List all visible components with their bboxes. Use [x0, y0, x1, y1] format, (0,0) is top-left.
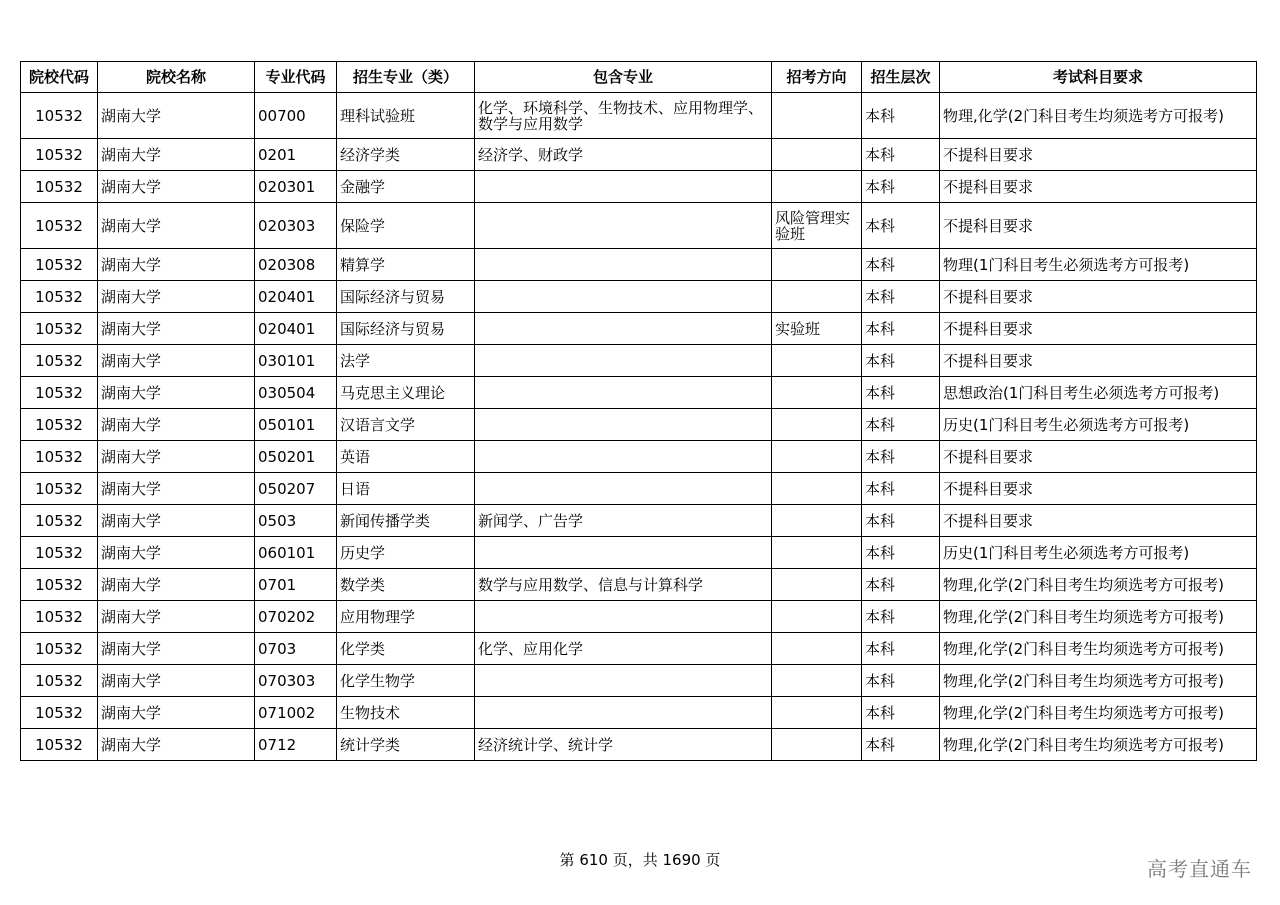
- direction-cell: [772, 569, 862, 601]
- school-name-cell: 湖南大学: [98, 171, 255, 203]
- level-cell: 本科: [862, 665, 940, 697]
- table-row: [21, 409, 1257, 441]
- direction-cell: [772, 633, 862, 665]
- table-row: [21, 345, 1257, 377]
- school-name-cell: 湖南大学: [98, 441, 255, 473]
- major-code-cell: 030101: [255, 345, 337, 377]
- level-cell: 本科: [862, 569, 940, 601]
- included-majors-cell: [475, 249, 772, 281]
- subject-requirement-cell: 不提科目要求: [940, 345, 1257, 377]
- subject-requirement-cell: 不提科目要求: [940, 203, 1257, 249]
- direction-cell: [772, 697, 862, 729]
- included-majors-cell: 数学与应用数学、信息与计算科学: [475, 569, 772, 601]
- school-code-cell: 10532: [21, 473, 98, 505]
- major-code-cell: 050101: [255, 409, 337, 441]
- school-name-cell: 湖南大学: [98, 139, 255, 171]
- subject-requirement-cell: 历史(1门科目考生必须选考方可报考): [940, 409, 1257, 441]
- table-row: [21, 139, 1257, 171]
- subject-requirement-cell: 不提科目要求: [940, 441, 1257, 473]
- level-cell: 本科: [862, 473, 940, 505]
- table-row: [21, 171, 1257, 203]
- direction-cell: [772, 139, 862, 171]
- subject-requirement-cell: 物理(1门科目考生必须选考方可报考): [940, 249, 1257, 281]
- included-majors-cell: 经济统计学、统计学: [475, 729, 772, 761]
- subject-requirement-cell: 物理,化学(2门科目考生均须选考方可报考): [940, 697, 1257, 729]
- direction-cell: [772, 601, 862, 633]
- direction-cell: [772, 729, 862, 761]
- major-code-cell: 060101: [255, 537, 337, 569]
- school-name-cell: 湖南大学: [98, 345, 255, 377]
- table-row: [21, 505, 1257, 537]
- level-cell: 本科: [862, 601, 940, 633]
- major-code-cell: 00700: [255, 93, 337, 139]
- direction-cell: [772, 93, 862, 139]
- subject-requirement-cell: 物理,化学(2门科目考生均须选考方可报考): [940, 601, 1257, 633]
- table-row: [21, 313, 1257, 345]
- header-school-code: 院校代码: [21, 62, 98, 93]
- level-cell: 本科: [862, 171, 940, 203]
- subject-requirement-cell: 不提科目要求: [940, 313, 1257, 345]
- major-cell: 汉语言文学: [337, 409, 475, 441]
- subject-requirement-cell: 物理,化学(2门科目考生均须选考方可报考): [940, 569, 1257, 601]
- school-name-cell: 湖南大学: [98, 93, 255, 139]
- level-cell: 本科: [862, 249, 940, 281]
- subject-requirement-cell: 不提科目要求: [940, 139, 1257, 171]
- table-row: [21, 377, 1257, 409]
- included-majors-cell: [475, 281, 772, 313]
- major-code-cell: 020303: [255, 203, 337, 249]
- school-code-cell: 10532: [21, 93, 98, 139]
- subject-requirement-cell: 物理,化学(2门科目考生均须选考方可报考): [940, 633, 1257, 665]
- included-majors-cell: [475, 203, 772, 249]
- school-code-cell: 10532: [21, 281, 98, 313]
- major-code-cell: 050201: [255, 441, 337, 473]
- major-code-cell: 0712: [255, 729, 337, 761]
- major-code-cell: 020308: [255, 249, 337, 281]
- level-cell: 本科: [862, 729, 940, 761]
- school-name-cell: 湖南大学: [98, 377, 255, 409]
- major-code-cell: 0503: [255, 505, 337, 537]
- direction-cell: [772, 281, 862, 313]
- major-cell: 新闻传播学类: [337, 505, 475, 537]
- direction-cell: [772, 505, 862, 537]
- school-name-cell: 湖南大学: [98, 281, 255, 313]
- major-cell: 经济学类: [337, 139, 475, 171]
- table-row: [21, 249, 1257, 281]
- school-name-cell: 湖南大学: [98, 203, 255, 249]
- major-cell: 化学类: [337, 633, 475, 665]
- major-cell: 法学: [337, 345, 475, 377]
- direction-cell: [772, 409, 862, 441]
- school-code-cell: 10532: [21, 441, 98, 473]
- major-cell: 统计学类: [337, 729, 475, 761]
- included-majors-cell: 经济学、财政学: [475, 139, 772, 171]
- school-name-cell: 湖南大学: [98, 473, 255, 505]
- included-majors-cell: [475, 601, 772, 633]
- major-code-cell: 020401: [255, 281, 337, 313]
- major-cell: 化学生物学: [337, 665, 475, 697]
- table-row: [21, 203, 1257, 249]
- major-code-cell: 020401: [255, 313, 337, 345]
- subject-requirement-cell: 不提科目要求: [940, 505, 1257, 537]
- school-code-cell: 10532: [21, 139, 98, 171]
- level-cell: 本科: [862, 139, 940, 171]
- subject-requirement-cell: 不提科目要求: [940, 171, 1257, 203]
- level-cell: 本科: [862, 313, 940, 345]
- level-cell: 本科: [862, 505, 940, 537]
- school-code-cell: 10532: [21, 505, 98, 537]
- school-code-cell: 10532: [21, 377, 98, 409]
- table-row: [21, 281, 1257, 313]
- level-cell: 本科: [862, 345, 940, 377]
- school-code-cell: 10532: [21, 313, 98, 345]
- header-included-majors: 包含专业: [475, 62, 772, 93]
- direction-cell: [772, 665, 862, 697]
- major-code-cell: 0201: [255, 139, 337, 171]
- major-cell: 国际经济与贸易: [337, 281, 475, 313]
- included-majors-cell: [475, 409, 772, 441]
- school-name-cell: 湖南大学: [98, 313, 255, 345]
- school-name-cell: 湖南大学: [98, 729, 255, 761]
- header-major: 招生专业（类）: [337, 62, 475, 93]
- school-code-cell: 10532: [21, 345, 98, 377]
- school-code-cell: 10532: [21, 697, 98, 729]
- header-level: 招生层次: [862, 62, 940, 93]
- level-cell: 本科: [862, 441, 940, 473]
- header-major-code: 专业代码: [255, 62, 337, 93]
- school-code-cell: 10532: [21, 569, 98, 601]
- level-cell: 本科: [862, 377, 940, 409]
- subject-requirement-cell: 物理,化学(2门科目考生均须选考方可报考): [940, 729, 1257, 761]
- direction-cell: [772, 377, 862, 409]
- table-row: [21, 633, 1257, 665]
- major-code-cell: 0703: [255, 633, 337, 665]
- table-row: [21, 665, 1257, 697]
- table-header-row: [21, 62, 1257, 93]
- included-majors-cell: [475, 441, 772, 473]
- table-row: [21, 93, 1257, 139]
- direction-cell: [772, 345, 862, 377]
- level-cell: 本科: [862, 409, 940, 441]
- school-name-cell: 湖南大学: [98, 537, 255, 569]
- direction-cell: [772, 249, 862, 281]
- school-code-cell: 10532: [21, 171, 98, 203]
- subject-requirement-cell: 不提科目要求: [940, 281, 1257, 313]
- major-code-cell: 071002: [255, 697, 337, 729]
- included-majors-cell: 化学、环境科学、生物技术、应用物理学、数学与应用数学: [475, 93, 772, 139]
- school-name-cell: 湖南大学: [98, 569, 255, 601]
- included-majors-cell: [475, 665, 772, 697]
- major-cell: 数学类: [337, 569, 475, 601]
- school-name-cell: 湖南大学: [98, 665, 255, 697]
- school-name-cell: 湖南大学: [98, 409, 255, 441]
- level-cell: 本科: [862, 281, 940, 313]
- major-code-cell: 020301: [255, 171, 337, 203]
- school-code-cell: 10532: [21, 203, 98, 249]
- major-code-cell: 070202: [255, 601, 337, 633]
- major-cell: 金融学: [337, 171, 475, 203]
- major-cell: 理科试验班: [337, 93, 475, 139]
- included-majors-cell: 新闻学、广告学: [475, 505, 772, 537]
- subject-requirement-cell: 历史(1门科目考生必须选考方可报考): [940, 537, 1257, 569]
- level-cell: 本科: [862, 633, 940, 665]
- school-code-cell: 10532: [21, 665, 98, 697]
- school-name-cell: 湖南大学: [98, 633, 255, 665]
- included-majors-cell: [475, 697, 772, 729]
- school-code-cell: 10532: [21, 601, 98, 633]
- major-cell: 精算学: [337, 249, 475, 281]
- school-name-cell: 湖南大学: [98, 249, 255, 281]
- direction-cell: [772, 171, 862, 203]
- direction-cell: 风险管理实验班: [772, 203, 862, 249]
- major-code-cell: 0701: [255, 569, 337, 601]
- included-majors-cell: [475, 537, 772, 569]
- school-code-cell: 10532: [21, 633, 98, 665]
- header-direction: 招考方向: [772, 62, 862, 93]
- major-code-cell: 030504: [255, 377, 337, 409]
- included-majors-cell: [475, 473, 772, 505]
- school-name-cell: 湖南大学: [98, 601, 255, 633]
- included-majors-cell: [475, 313, 772, 345]
- major-cell: 生物技术: [337, 697, 475, 729]
- direction-cell: 实验班: [772, 313, 862, 345]
- watermark-text: 高考直通车: [1147, 857, 1252, 881]
- major-cell: 国际经济与贸易: [337, 313, 475, 345]
- level-cell: 本科: [862, 697, 940, 729]
- level-cell: 本科: [862, 203, 940, 249]
- level-cell: 本科: [862, 93, 940, 139]
- included-majors-cell: 化学、应用化学: [475, 633, 772, 665]
- major-cell: 保险学: [337, 203, 475, 249]
- table-row: [21, 537, 1257, 569]
- school-name-cell: 湖南大学: [98, 697, 255, 729]
- major-cell: 应用物理学: [337, 601, 475, 633]
- included-majors-cell: [475, 171, 772, 203]
- major-cell: 日语: [337, 473, 475, 505]
- table-body: [21, 93, 1257, 761]
- school-code-cell: 10532: [21, 537, 98, 569]
- subject-requirement-cell: 物理,化学(2门科目考生均须选考方可报考): [940, 93, 1257, 139]
- included-majors-cell: [475, 345, 772, 377]
- major-cell: 英语: [337, 441, 475, 473]
- subject-requirement-cell: 不提科目要求: [940, 473, 1257, 505]
- major-cell: 马克思主义理论: [337, 377, 475, 409]
- admissions-table: [20, 61, 1257, 761]
- table-row: [21, 601, 1257, 633]
- direction-cell: [772, 441, 862, 473]
- subject-requirement-cell: 思想政治(1门科目考生必须选考方可报考): [940, 377, 1257, 409]
- school-code-cell: 10532: [21, 409, 98, 441]
- major-code-cell: 070303: [255, 665, 337, 697]
- table-row: [21, 697, 1257, 729]
- major-code-cell: 050207: [255, 473, 337, 505]
- school-code-cell: 10532: [21, 729, 98, 761]
- table-row: [21, 473, 1257, 505]
- header-subject-requirement: 考试科目要求: [940, 62, 1257, 93]
- table-row: [21, 569, 1257, 601]
- direction-cell: [772, 537, 862, 569]
- school-code-cell: 10532: [21, 249, 98, 281]
- table-row: [21, 441, 1257, 473]
- direction-cell: [772, 473, 862, 505]
- table-row: [21, 729, 1257, 761]
- page-number: 第 610 页，共 1690 页: [559, 851, 721, 869]
- level-cell: 本科: [862, 537, 940, 569]
- header-school-name: 院校名称: [98, 62, 255, 93]
- subject-requirement-cell: 物理,化学(2门科目考生均须选考方可报考): [940, 665, 1257, 697]
- major-cell: 历史学: [337, 537, 475, 569]
- included-majors-cell: [475, 377, 772, 409]
- school-name-cell: 湖南大学: [98, 505, 255, 537]
